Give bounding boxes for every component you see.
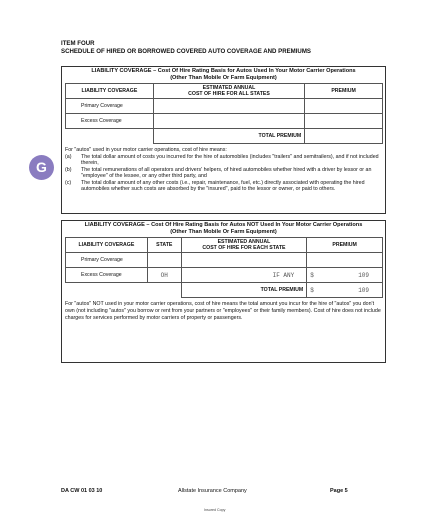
- premium-cell: [305, 99, 383, 114]
- total-row: [66, 283, 383, 298]
- total-premium: 109: [358, 286, 369, 294]
- col-cost: ESTIMATED ANNUAL COST OF HIRE FOR EACH STATE: [181, 238, 307, 253]
- premium-cell: [307, 253, 383, 268]
- section2-table: [65, 237, 383, 298]
- section1-header-row: [66, 84, 383, 99]
- col-cost: ESTIMATED ANNUAL COST OF HIRE FOR ALL STATES: [153, 84, 304, 99]
- cost-cell: [153, 114, 304, 129]
- table-row: [66, 268, 383, 283]
- row-excess-coverage: Excess Coverage: [66, 268, 148, 283]
- item-label: ITEM FOUR: [61, 40, 95, 47]
- excess-premium: 109: [358, 271, 369, 279]
- col-coverage: LIABILITY COVERAGE: [66, 84, 154, 99]
- total-premium-cell: [305, 129, 383, 144]
- state-value: OH: [147, 268, 181, 283]
- section2-header-row: [66, 238, 383, 253]
- currency-symbol: $: [310, 271, 314, 279]
- non-motor-carrier-coverage-section: [61, 220, 386, 363]
- currency-symbol: $: [310, 286, 314, 294]
- row-primary-coverage: Primary Coverage: [66, 99, 154, 114]
- company-name: Allstate Insurance Company: [178, 488, 247, 494]
- premium-cell: [305, 114, 383, 129]
- definition-intro: For "autos" used in your motor carrier operations, cost of hire means:: [65, 147, 227, 153]
- table-row: [66, 99, 383, 114]
- section2-title: LIABILITY COVERAGE – Cost Of Hire Rating Basis for Autos NOT Used In Your Motor Carrier Operations (Other Than Mobile Or Farm Equipment): [84, 222, 363, 235]
- section1-table: [65, 83, 383, 144]
- g-badge-icon: G: [29, 155, 54, 180]
- form-number: DA CW 01 03 10: [61, 488, 103, 494]
- col-coverage: LIABILITY COVERAGE: [66, 238, 148, 253]
- state-cell: [147, 253, 181, 268]
- copy-label: Insured Copy: [204, 508, 226, 512]
- motor-carrier-coverage-section: [61, 66, 386, 214]
- table-row: [66, 114, 383, 129]
- row-excess-coverage: Excess Coverage: [66, 114, 154, 129]
- cost-cell: [181, 253, 307, 268]
- definition-item-c: (c) The total dollar amount of any other costs (i.e., repair, maintenance, fuel, etc.) directly associated with operating the hired automobiles whether such costs are absorbed by the "insured", paid to the lessor or owner, or paid to others.: [65, 179, 365, 192]
- premium-value: [307, 268, 383, 283]
- page-heading: [61, 40, 311, 56]
- total-premium-value: [307, 283, 383, 298]
- section1-definition: [65, 147, 383, 193]
- col-state: STATE: [147, 238, 181, 253]
- section1-title: LIABILITY COVERAGE – Cost Of Hire Rating Basis for Autos Used In Your Motor Carrier Operations (Other Than Mobile Or Farm Equipment): [91, 68, 356, 81]
- definition-item-b: (b) The total remunerations of all operators and drivers' helpers, of hired automobiles whether hired with a driver by lessor or an "employee" of the lessee, or any other third party, and: [65, 166, 372, 179]
- table-row: [66, 253, 383, 268]
- row-primary-coverage: Primary Coverage: [66, 253, 148, 268]
- total-premium-label: TOTAL PREMIUM: [153, 129, 304, 144]
- total-premium-label: TOTAL PREMIUM: [181, 283, 307, 298]
- section2-note: For "autos" NOT used in your motor carrier operations, cost of hire means the total amount you incur for the hire of "autos" you don't own (not including "autos" you borrow or rent from your partners or "employees" or their family members). Cost of hire does not include charges for services performed by motor carriers of property or passengers.: [65, 301, 381, 321]
- schedule-title: SCHEDULE OF HIRED OR BORROWED COVERED AUTO COVERAGE AND PREMIUMS: [61, 48, 311, 56]
- page-number: Page 5: [330, 488, 348, 494]
- total-row: [66, 129, 383, 144]
- cost-value: IF ANY: [181, 268, 307, 283]
- definition-item-a: (a) The total dollar amount of costs you incurred for the hire of automobiles (includes "trailers" and semitrailers), and if not included therein,: [65, 153, 379, 166]
- col-premium: PREMIUM: [305, 84, 383, 99]
- col-premium: PREMIUM: [307, 238, 383, 253]
- cost-cell: [153, 99, 304, 114]
